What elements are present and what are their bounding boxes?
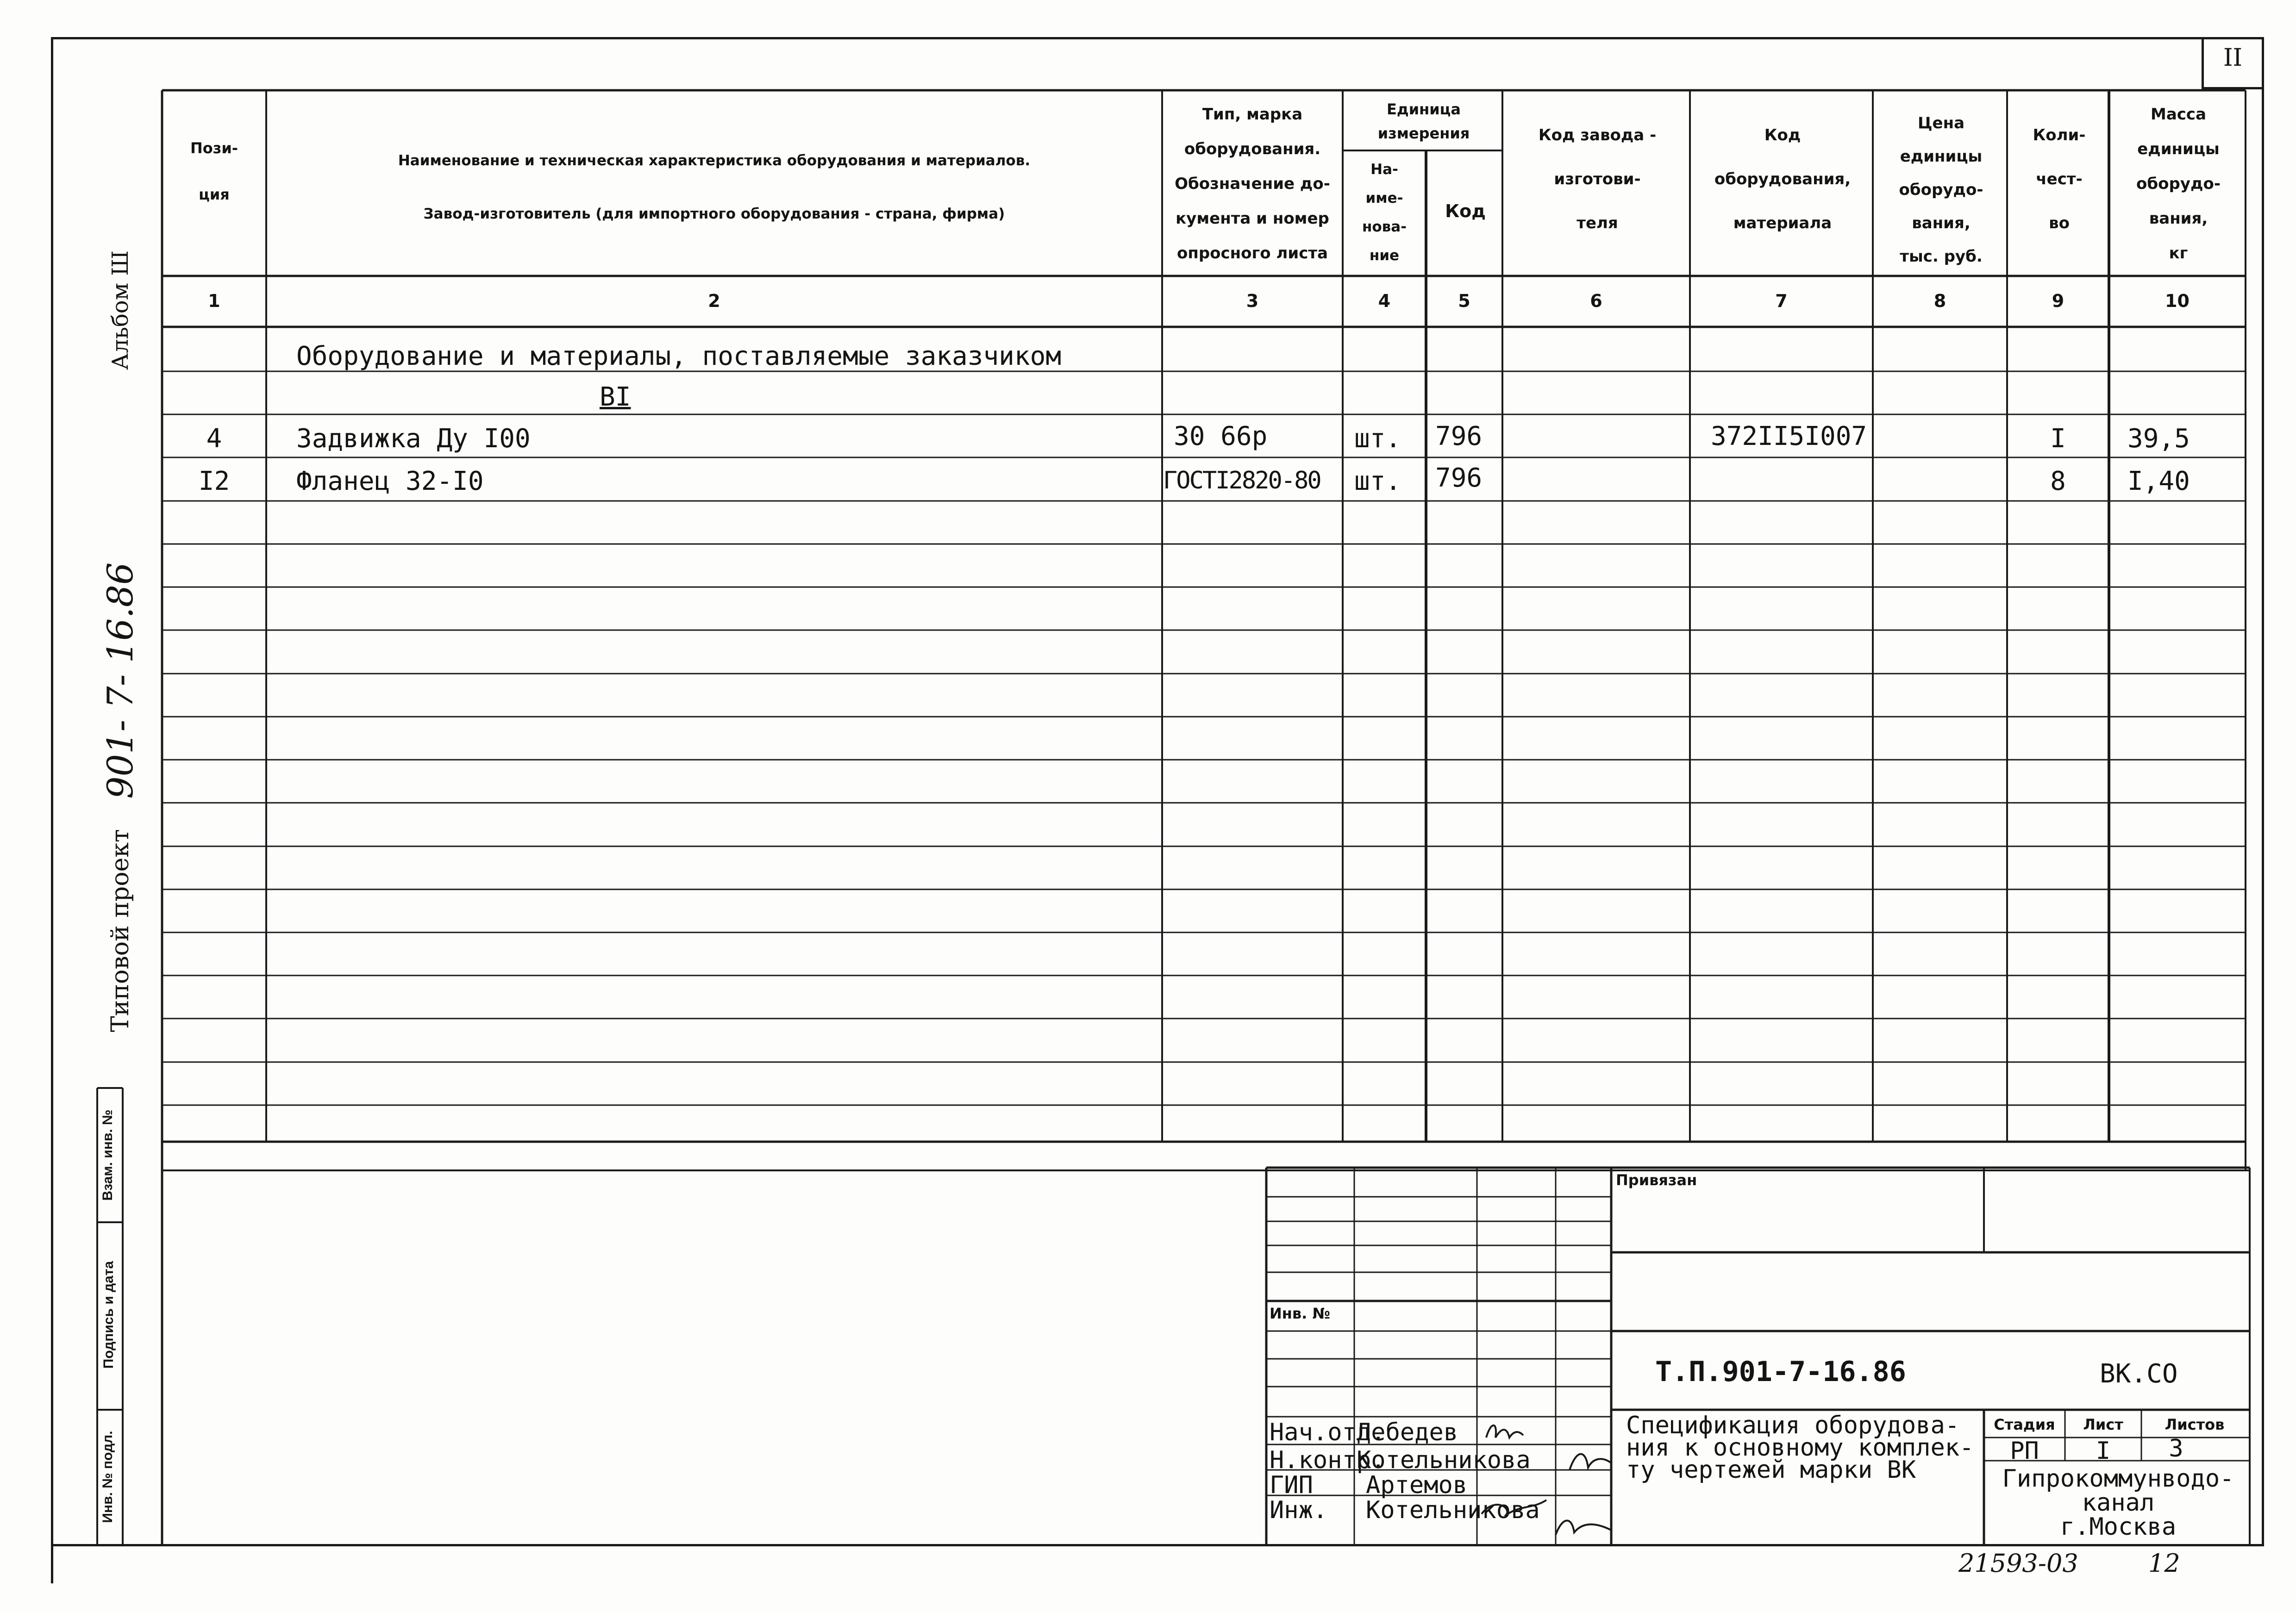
signature-name: Артемов bbox=[1366, 1471, 1468, 1499]
signature-name: Лебедев bbox=[1357, 1419, 1458, 1446]
header-price: Цена bbox=[1917, 114, 1965, 132]
signature-role: Инж. bbox=[1270, 1496, 1328, 1524]
header-unit-name: На- bbox=[1370, 161, 1398, 178]
sheet-title: Спецификация оборудова- ния к основному комплек- ту чертежей марки ВК bbox=[1626, 1412, 1974, 1484]
stamp-inv-original: Инв. № подл. bbox=[100, 1431, 115, 1523]
header-mass: Масса bbox=[2150, 105, 2207, 124]
column-number: 10 bbox=[2165, 291, 2190, 311]
column-number: 8 bbox=[1933, 291, 1946, 311]
row-mass: 39,5 bbox=[2127, 424, 2190, 454]
row-quantity: I bbox=[2050, 424, 2066, 454]
header-type: Тип, марка bbox=[1202, 105, 1303, 124]
signature-role: Н.контр. bbox=[1270, 1446, 1386, 1474]
privyazan-label: Привязан bbox=[1616, 1171, 1697, 1189]
header-plant-code: Код завода - bbox=[1538, 126, 1657, 144]
row-name: Задвижка Ду I00 bbox=[296, 424, 531, 454]
row-mass: I,40 bbox=[2127, 466, 2190, 496]
organization: Гипрокоммунводо- канал г.Москва bbox=[2002, 1465, 2234, 1541]
sheets-value: 3 bbox=[2169, 1435, 2183, 1463]
inv-no-label: Инв. № bbox=[1270, 1305, 1330, 1322]
column-number: 2 bbox=[708, 291, 720, 311]
stamp-replacement-inv: Взам. инв. № bbox=[100, 1109, 115, 1201]
header-unit-code: Код bbox=[1445, 201, 1486, 221]
row-quantity: 8 bbox=[2050, 466, 2066, 496]
signature-role: Нач.отд. bbox=[1270, 1419, 1386, 1446]
project-type-label: Типовой проект bbox=[106, 829, 134, 1032]
page-number: 12 bbox=[2148, 1549, 2180, 1578]
row-position: I2 bbox=[198, 466, 230, 496]
row-unit: шт. bbox=[1354, 466, 1401, 496]
header-quantity: Коли- bbox=[2033, 126, 2086, 144]
archive-number: 21593-03 bbox=[1958, 1549, 2078, 1578]
drawing-sheet: II Пози- ция Наименование и техническая характеристика оборудования и материалов. Завод-изготовитель (для импортного оборудования - страна, фирма) Тип, марка оборудования. Обозначение до- кумента и номер опросного листа Единица измерения На- име- нова- ние Код Код завода - изготови- теля Код оборудования, материала Цена единицы оборудо- вания, тыс. руб. Коли- чест- во Масса единицы оборудо- вания, кг 1 2 3 4 5 6 7 8 9 10 Оборудование и материалы, поставляемые заказчиком BI 4 Задвижка Ду I00 30 66р шт. 796 372II5I007 I 39,5 I2 Фланец 32-I0 ГОСТI2820-80 шт. 796 8 I,40 Альбом Ш 901- 7- 16.86 Типовой проект Инв. № подл. Подпись и дата Взам. инв. № Привязан Инв. № Т.П.901-7-16.86 ВК.СО Спецификация оборудова- ния к основному комплек- ту чертежей марки ВК Нач.отд. Лебедев Н.контр. Котельникова ГИП Артемов Инж. Котельникова Стадия Лист Листов РП I 3 Гипрокоммунводо- канал г.Москва 21593-03 12 bbox=[0, 0, 2296, 1613]
project-number-label: 901- 7- 16.86 bbox=[100, 562, 141, 799]
row-position: 4 bbox=[206, 424, 222, 454]
sheet-value: I bbox=[2096, 1437, 2111, 1465]
signature-name: Котельникова bbox=[1366, 1496, 1540, 1524]
sheets-label: Листов bbox=[2165, 1416, 2225, 1433]
row-unit-code: 796 bbox=[1435, 463, 1483, 493]
column-number: 7 bbox=[1775, 291, 1788, 311]
column-number: 5 bbox=[1458, 291, 1470, 311]
drawing-designation: Т.П.901-7-16.86 bbox=[1655, 1356, 1906, 1388]
column-number: 9 bbox=[2052, 291, 2065, 311]
handwritten-signatures bbox=[1477, 1417, 1616, 1542]
album-label: Альбом Ш bbox=[107, 250, 133, 370]
stage-value: РП bbox=[2010, 1437, 2039, 1465]
signature-name: Котельникова bbox=[1357, 1446, 1531, 1474]
section-subheading: BI bbox=[600, 382, 631, 412]
column-number: 4 bbox=[1378, 291, 1391, 311]
sheet-label: Лист bbox=[2083, 1416, 2123, 1433]
stage-label: Стадия bbox=[1994, 1416, 2055, 1433]
row-name: Фланец 32-I0 bbox=[296, 466, 484, 496]
row-type: ГОСТI2820-80 bbox=[1163, 467, 1320, 494]
column-number: 1 bbox=[208, 291, 220, 311]
signature-role: ГИП bbox=[1270, 1471, 1313, 1499]
row-unit-code: 796 bbox=[1435, 421, 1483, 451]
row-type: 30 66р bbox=[1174, 421, 1268, 451]
header-name: Наименование и техническая характеристика оборудования и материалов. bbox=[398, 152, 1031, 169]
header-equipment-code: Код bbox=[1764, 126, 1801, 144]
sheet-number: II bbox=[2223, 44, 2243, 72]
header-unit: Единица bbox=[1387, 100, 1461, 118]
row-equipment-code: 372II5I007 bbox=[1711, 421, 1867, 451]
stamp-signature-date: Подпись и дата bbox=[101, 1261, 116, 1369]
column-number: 3 bbox=[1246, 291, 1259, 311]
header-position: Пози- bbox=[190, 139, 238, 157]
row-unit: шт. bbox=[1354, 424, 1401, 454]
column-number: 6 bbox=[1590, 291, 1602, 311]
section-heading: Оборудование и материалы, поставляемые заказчиком bbox=[296, 341, 1062, 371]
drawing-mark: ВК.СО bbox=[2100, 1359, 2178, 1389]
